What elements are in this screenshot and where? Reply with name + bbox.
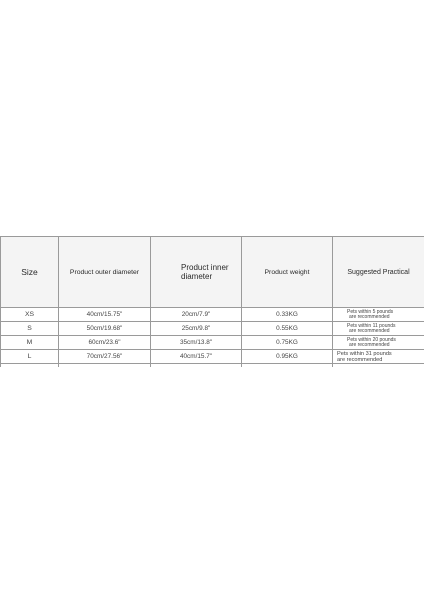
inner-diameter-cell: 35cm/13.8" — [151, 336, 242, 350]
outer-diameter-cell: 60cm/23.6" — [59, 336, 151, 350]
inner-diameter-cell: 40cm/15.7" — [151, 350, 242, 364]
header-inner-diameter — [151, 237, 242, 308]
header-suggested: Suggested Practical — [333, 237, 424, 308]
header-size: Size — [1, 237, 59, 308]
outer-diameter-cell: 50cm/19.68" — [59, 322, 151, 336]
suggested-cell — [333, 336, 424, 350]
size-chart-table — [0, 236, 424, 367]
suggested-cell — [333, 308, 424, 322]
suggested-line2: are recommended — [337, 356, 383, 363]
suggested-line2: are recommended — [349, 341, 390, 348]
table-row — [1, 322, 424, 336]
header-inner-diameter-line1: Product inner — [181, 263, 229, 272]
size-chart-header — [1, 237, 424, 308]
suggested-cell — [333, 322, 424, 336]
suggested-line2: are recommended — [349, 313, 390, 320]
size-cell: M — [1, 336, 59, 350]
header-row — [1, 237, 424, 308]
outer-diameter-cell: 70cm/27.56" — [59, 350, 151, 364]
cut-off-cell — [151, 364, 242, 367]
header-inner-diameter-line2: diameter — [181, 272, 213, 281]
inner-diameter-cell: 20cm/7.9" — [151, 308, 242, 322]
weight-cell: 0.33KG — [242, 308, 333, 322]
header-weight: Product weight — [242, 237, 333, 308]
suggested-cell — [333, 350, 424, 364]
table-row — [1, 308, 424, 322]
cut-off-cell — [242, 364, 333, 367]
size-cell: L — [1, 350, 59, 364]
header-outer-diameter: Product outer diameter — [59, 237, 151, 308]
suggested-line1: Pets within 11 pounds — [347, 322, 396, 329]
suggested-line2: are recommended — [349, 327, 390, 334]
suggested-line1: Pets within 20 pounds — [347, 336, 396, 343]
table-row — [1, 350, 424, 364]
inner-diameter-cell: 25cm/9.8" — [151, 322, 242, 336]
cut-off-cell — [1, 364, 59, 367]
size-cell: XS — [1, 308, 59, 322]
suggested-line1: Pets within 31 pounds — [337, 350, 392, 357]
table-row-cut-off — [1, 364, 424, 367]
cut-off-cell — [333, 364, 424, 367]
cut-off-cell — [59, 364, 151, 367]
table-row — [1, 336, 424, 350]
weight-cell: 0.55KG — [242, 322, 333, 336]
size-cell: S — [1, 322, 59, 336]
outer-diameter-cell: 40cm/15.75" — [59, 308, 151, 322]
size-chart-body — [1, 308, 424, 367]
suggested-line1: Pets within 5 pounds — [347, 308, 394, 315]
weight-cell: 0.95KG — [242, 350, 333, 364]
weight-cell: 0.75KG — [242, 336, 333, 350]
